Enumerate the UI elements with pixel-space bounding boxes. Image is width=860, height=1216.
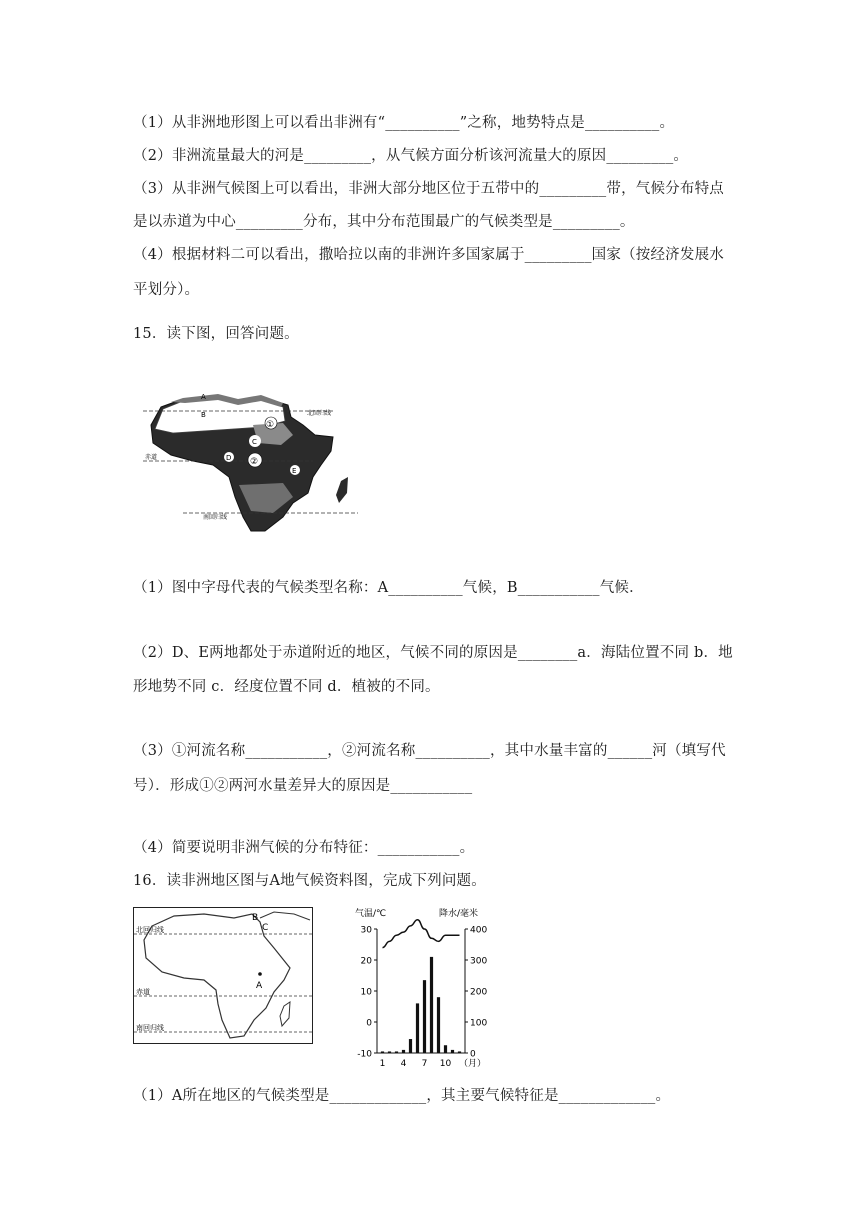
label-B: B <box>252 913 259 923</box>
left-axis-label: 气温/℃ <box>355 909 387 919</box>
x-tick-label: 1 <box>379 1059 386 1069</box>
q14-part1: （1）从非洲地形图上可以看出非洲有“__________”之称，地势特点是__________。 <box>133 115 675 131</box>
precipitation-bar <box>437 997 440 1053</box>
label-tropic-south: 南回归线 <box>136 1024 164 1032</box>
temperature-line <box>383 920 460 948</box>
q14-part3-line1: （3）从非洲气候图上可以看出，非洲大部分地区位于五带中的_________带，气候分布特点 <box>133 181 724 197</box>
q15-title: 15．读下图，回答问题。 <box>133 326 299 342</box>
left-tick-label: 20 <box>360 956 372 967</box>
left-tick-label: 30 <box>360 925 372 936</box>
q16-title: 16．读非洲地区图与A地气候资料图，完成下列问题。 <box>133 873 486 889</box>
q14-part2: （2）非洲流量最大的河是_________，从气候方面分析该河流量大的原因_________。 <box>133 148 689 164</box>
precipitation-bar <box>416 1003 419 1053</box>
left-tick-label: 0 <box>366 1018 372 1029</box>
right-tick-label: 300 <box>470 956 488 967</box>
precipitation-bar <box>430 957 433 1053</box>
q15-africa-climate-map <box>143 385 361 535</box>
precipitation-bar <box>381 1051 384 1053</box>
right-tick-label: 0 <box>470 1049 476 1060</box>
q15-map-svg <box>143 385 361 535</box>
q14-part3-line2: 是以赤道为中心_________分布，其中分布范围最广的气候类型是_________。 <box>133 214 635 230</box>
q15-part2-line1: （2）D、E两地都处于赤道附近的地区，气候不同的原因是________a．海陆位置不同 b．地 <box>133 645 733 661</box>
q14-part4-line1: （4）根据材料二可以看出，撒哈拉以南的非洲许多国家属于_________国家（按经济发展水 <box>133 247 724 263</box>
q15-part3-line1: （3）①河流名称___________，②河流名称__________，其中水量丰富的______河（填写代 <box>133 743 726 759</box>
right-tick-label: 400 <box>470 925 488 936</box>
precipitation-bar <box>409 1039 412 1053</box>
label-D: D <box>226 454 232 462</box>
x-tick-label: 10 <box>439 1059 452 1069</box>
precipitation-bar <box>388 1051 391 1053</box>
q16-climate-chart <box>347 904 497 1074</box>
label-B: B <box>201 411 206 419</box>
precipitation-bar <box>423 980 426 1053</box>
q14-part4-line2: 平划分）。 <box>133 282 200 298</box>
precipitation-bar <box>458 1051 461 1053</box>
point-A-marker <box>258 972 262 976</box>
label-C: C <box>262 923 269 933</box>
label-river-1: ① <box>266 420 275 430</box>
label-tropic-south: 南回归线 <box>203 514 228 521</box>
q16-part1: （1）A所在地区的气候类型是_____________，其主要气候特征是_____________。 <box>133 1088 671 1104</box>
label-A: A <box>256 981 263 991</box>
right-tick-label: 200 <box>470 987 488 998</box>
label-river-2: ② <box>250 457 259 467</box>
q16-africa-map <box>133 907 313 1044</box>
label-A: A <box>201 393 206 401</box>
precipitation-bar <box>444 1045 447 1053</box>
label-equator: 赤道 <box>136 988 150 996</box>
madagascar <box>280 1002 290 1026</box>
label-C: C <box>252 438 257 446</box>
q15-part1: （1）图中字母代表的气候类型名称：A__________气候，B___________气候． <box>133 580 644 596</box>
x-tick-label: 4 <box>400 1059 407 1069</box>
precipitation-bar <box>395 1051 398 1053</box>
q15-part2-line2: 形地势不同 c．经度位置不同 d．植被的不同。 <box>133 679 440 695</box>
precipitation-bar <box>451 1050 454 1053</box>
madagascar <box>336 477 348 503</box>
left-tick-label: 10 <box>360 987 372 998</box>
label-tropic-north: 北回归线 <box>136 926 164 934</box>
arabian-coast <box>260 912 310 920</box>
right-tick-label: 100 <box>470 1018 488 1029</box>
label-E: E <box>292 467 297 475</box>
left-tick-label: -10 <box>357 1049 372 1060</box>
label-tropic-north: 北回归线 <box>307 410 332 417</box>
x-tick-label: 7 <box>421 1059 428 1069</box>
q15-part4: （4）简要说明非洲气候的分布特征：___________。 <box>133 840 475 856</box>
label-equator: 赤道 <box>145 454 158 461</box>
x-axis-label: （月） <box>459 1059 487 1069</box>
q15-part3-line2: 号）．形成①②两河水量差异大的原因是___________ <box>133 778 473 794</box>
climate-chart-svg <box>347 904 497 1074</box>
q16-map-svg <box>134 908 312 1043</box>
right-axis-label: 降水/毫米 <box>439 909 479 919</box>
precipitation-bar <box>402 1050 405 1053</box>
